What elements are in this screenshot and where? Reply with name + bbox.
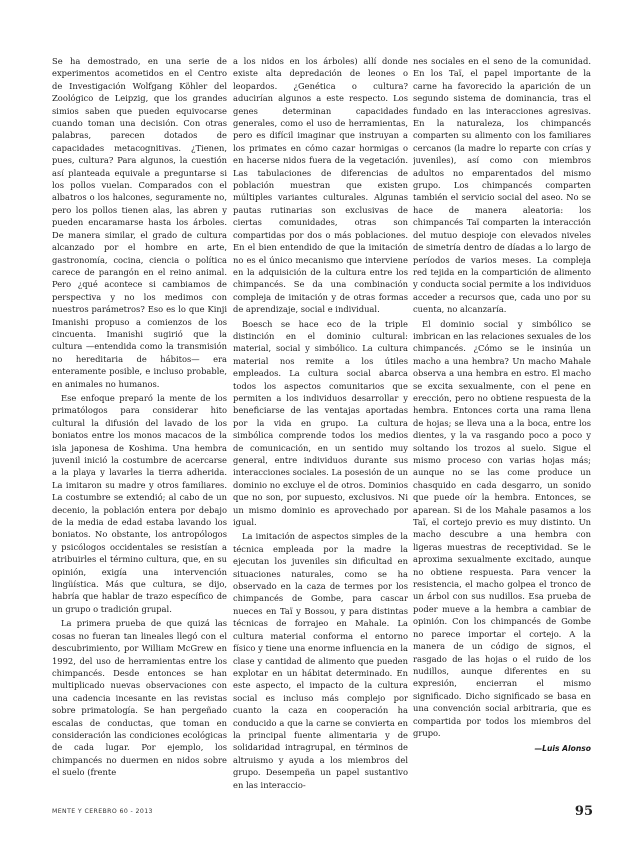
publication-info: MENTE Y CEREBRO 60 - 2013 xyxy=(52,808,153,815)
article-column-3 xyxy=(413,55,591,795)
paragraph: El dominio social y simbólico se imbrican en las relaciones sexuales de los chimpancés. ¿Cómo se le insinúa un macho a una hembra? Un macho Mahale observa a una hembra en estro. El macho se excita sexualmente, con el pene en erección, pero no obtiene respuesta de la hembra. Entonces corta una rama llena de hojas; se lleva una a la boca, entre los dientes, y la va rasgando poco a poco y soltando los trozos al suelo. Sigue el mismo proceso con varias hojas más; aunque no se las come produce un chasquido en cada desgarro, un sonido que puede oír la hembra. Entonces, se aparean. Si de los Mahale pasamos a los Taï, el cortejo previo es muy distinto. Un macho descubre a una hembra con ligeras muestras de receptividad. Se le aproxima sexualmente excitado, aunque no obtiene respuesta. Para vencer la resistencia, el macho golpea el tronco de un árbol con sus nudillos. Esa prueba de poder mueve a la hembra a cambiar de opinión. Con los chimpancés de Gombe no parece importar el cortejo. A la manera de un código de signos, el rasgado de las hojas o el ruido de los nudillos, aunque diferentes en su expresión, encierran el mismo significado. Dicho significado se basa en una convención social arbitraria, que es compartida por todos los miembros del grupo. xyxy=(413,318,591,738)
page-footer xyxy=(52,805,593,819)
article-column-2 xyxy=(233,55,408,795)
paragraph: a los nidos en los árboles) allí donde existe alta depredación de leones o leopardos. ¿Genética o cultura? aducirían algunos a este respecto. Los genes determinan capacidades generales, como el uso de herramientas, pero es difícil imaginar que instruyan a los primates en cómo cazar hormigas o en hacerse nidos fuera de la vegetación. Las tabulaciones de diferencias de población muestran que existen múltiples variantes culturales. Algunas pautas rutinarias son exclusivas de ciertas comunidades, otras son compartidas por dos o más poblaciones. En el bien entendido de que la imitación no es el único mecanismo que interviene en la adquisición de la cultura entre los chimpancés. Se da una combinación compleja de imitación y de otras formas de aprendizaje, social e individual. xyxy=(233,56,408,315)
author-signature: —Luis Alonso xyxy=(534,744,591,754)
paragraph: Ese enfoque preparó la mente de los primatólogos para considerar hito cultural la difusión del lavado de los boniatos entre los monos macacos de la isla japonesa de Koshima. Una hembra juvenil inició la costumbre de acercarse a la playa y lavarles la tierra adherida. La imitaron su madre y otros familiares. La costumbre se extendió; al cabo de un decenio, la población entera por debajo de la media de edad estaba lavando los boniatos. No obstante, los antropólogos y psicólogos occidentales se resistían a atribuirles el término cultura, que, en su opinión, exigía una intervención lingüística. Más que cultura, se dijo, habría que hablar de trazo específico de un grupo o tradición grupal. xyxy=(52,392,227,614)
article-column-1 xyxy=(52,55,227,795)
paragraph: Se ha demostrado, en una serie de experimentos acometidos en el Centro de Investigación Wolfgang Köhler del Zoológico de Leipzig, que los grandes simios saben que pueden equivocarse cuando toman una decisión. Con otras palabras, parecen dotados de capacidades metacognitivas. ¿Tienen, pues, cultura? Para algunos, la cuestión así planteada equivale a preguntarse si los pollos vuelan. Comparados con el albatros o los halcones, seguramente no, pero los pollos tienen alas, las abren y pueden encaramarse hasta los árboles. De manera similar, el grado de cultura alcanzado por el hombre en arte, gastronomía, cocina, ciencia o política carece de parangón en el reino animal. Pero ¿qué acontece si cambiamos de perspectiva y no los medimos con nuestros parámetros? Eso es lo que Kinji Imanishi propuso a comienzos de los cincuenta. Imanishi sugirió que la cultura —entendida como la transmisión no hereditaria de hábitos— era enteramente posible, e incluso probable, en animales no humanos. xyxy=(52,56,227,389)
paragraph: La imitación de aspectos simples de la técnica empleada por la madre la ejecutan los juveniles sin dificultad en situaciones naturales, como se ha observado en la caza de termes por los chimpancés de Gombe, para cascar nueces en Taï y Bossou, y para distintas técnicas de forrajeo en Mahale. La cultura material conforma el entorno físico y tiene una enorme influencia en la clase y cantidad de alimento que pueden explotar en un hábitat determinado. En este aspecto, el impacto de la cultura social es incluso más complejo por cuanto la caza en cooperación ha conducido a que la carne se convierta en la principal fuente alimentaria y de solidaridad intragrupal, en términos de altruismo y ayuda a los miembros del grupo. Desempeña un papel sustantivo en las interaccio- xyxy=(233,531,408,790)
page-number: 95 xyxy=(574,804,593,819)
paragraph: La primera prueba de que quizá las cosas no fueran tan lineales llegó con el descubrimiento, por William McGrew en 1992, del uso de herramientas entre los chimpancés. Desde entonces se han multiplicado nuevas observaciones con una cadencia incesante en las revistas sobre primatología. Se han pergeñado escalas de conductas, que toman en consideración las condiciones ecológicas de cada lugar. Por ejemplo, los chimpancés no duermen en nidos sobre el suelo (frente xyxy=(52,618,227,778)
paragraph: nes sociales en el seno de la comunidad. En los Taï, el papel importante de la carne ha favorecido la aparición de un segundo sistema de dominancia, tras el fundado en las interacciones agresivas. En la naturaleza, los chimpancés comparten su alimento con los familiares cercanos (la madre lo reparte con crías y juveniles), así como con miembros adultos no emparentados del mismo grupo. Los chimpancés comparten también el servicio social del aseo. No se hace de manera aleatoria: los chimpancés Taï comparten la interacción del mutuo despioje con elevados niveles de simetría dentro de díadas a lo largo de períodos de varios meses. La compleja red tejida en la compartición de alimento y conducta social permite a los individuos acceder a recursos que, cada uno por su cuenta, no alcanzaría. xyxy=(413,56,591,315)
paragraph: Boesch se hace eco de la triple distinción en el dominio cultural: material, social y simbólico. La cultura material nos remite a los útiles empleados. La cultura social abarca todos los aspectos comunitarios que permiten a los individuos desarrollar y beneficiarse de las ventajas aportadas por la vida en grupo. La cultura simbólica comprende todos los medios de comunicación, en un sentido muy general, entre individuos durante sus interacciones sociales. La posesión de un dominio no excluye el de otros. Dominios que no son, por supuesto, exclusivos. Ni un mismo dominio es aprovechado por igual. xyxy=(233,318,408,528)
